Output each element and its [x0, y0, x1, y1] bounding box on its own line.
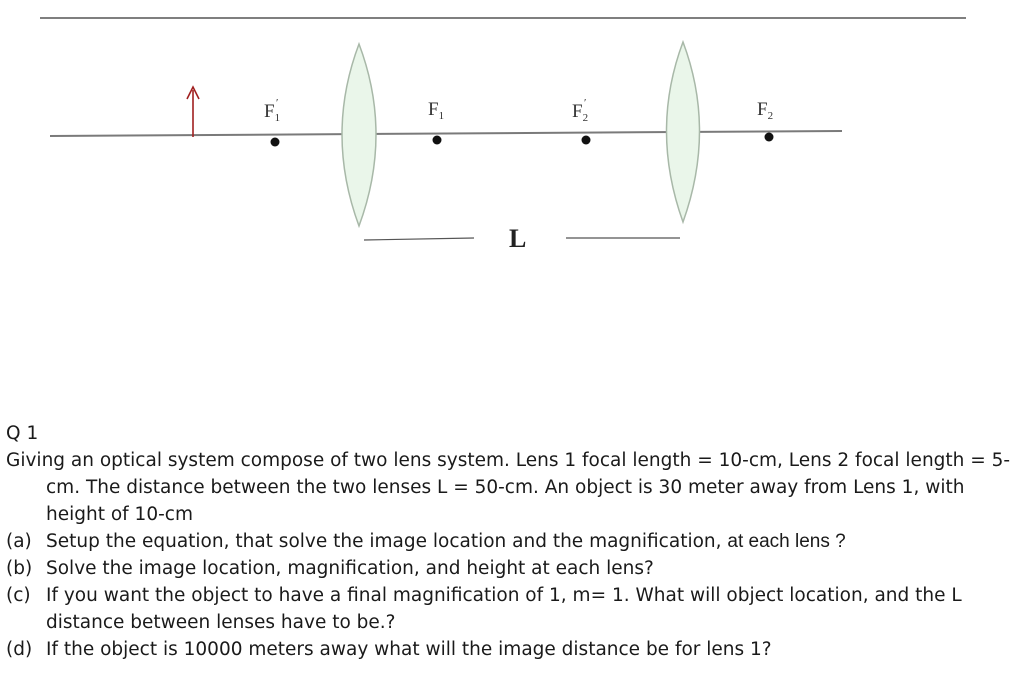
focal-point-f1 — [433, 136, 442, 145]
question-part-c — [6, 582, 1016, 636]
focal-point-f2-prime — [582, 136, 591, 145]
label-f1: $F_1$ — [428, 99, 445, 122]
question-intro: Giving an optical system compose of two lens system. Lens 1 focal length = 10-cm, Lens 2 focal length = 5-cm. The distance between the two lenses L = 50-cm. An object is 30 meter away from Lens 1, with height of 10-cm — [6, 450, 1011, 525]
part-text: Solve the image location, magnification, and height at each lens? — [46, 558, 654, 579]
part-text: If the object is 10000 meters away what will the image distance be for lens 1? — [46, 639, 772, 660]
part-label: (b) — [6, 558, 33, 579]
part-text: If you want the object to have a final magnification of 1, m= 1. What will object location, and the L distance between lenses have to be.? — [46, 585, 962, 633]
label-f1-prime: $F_1$ — [264, 101, 281, 124]
part-label: (d) — [6, 639, 33, 660]
part-text: Setup the equation, that solve the image location and the magnification, at each lens ? — [46, 531, 846, 552]
label-f2-prime: $F_2$ — [572, 101, 589, 124]
object-arrow — [187, 87, 199, 137]
question-part-d — [6, 636, 1016, 663]
optical-axis — [50, 131, 842, 136]
question-part-b — [6, 555, 1016, 582]
question-number: Q 1 — [6, 423, 39, 444]
two-lens-diagram — [0, 0, 1024, 270]
focal-point-f2 — [765, 133, 774, 142]
question-text — [6, 420, 1016, 663]
separation-line-left — [364, 238, 474, 240]
label-f2: $F_2$ — [757, 99, 774, 122]
lens-1 — [342, 44, 376, 226]
separation-label: L — [509, 224, 527, 253]
prime-mark-f2: ′ — [584, 97, 587, 109]
part-label: (c) — [6, 585, 31, 606]
question-part-a — [6, 528, 1016, 555]
part-label: (a) — [6, 531, 32, 552]
focal-point-f1-prime — [271, 138, 280, 147]
lens-2 — [667, 42, 700, 222]
prime-mark-f1: ′ — [276, 97, 279, 109]
